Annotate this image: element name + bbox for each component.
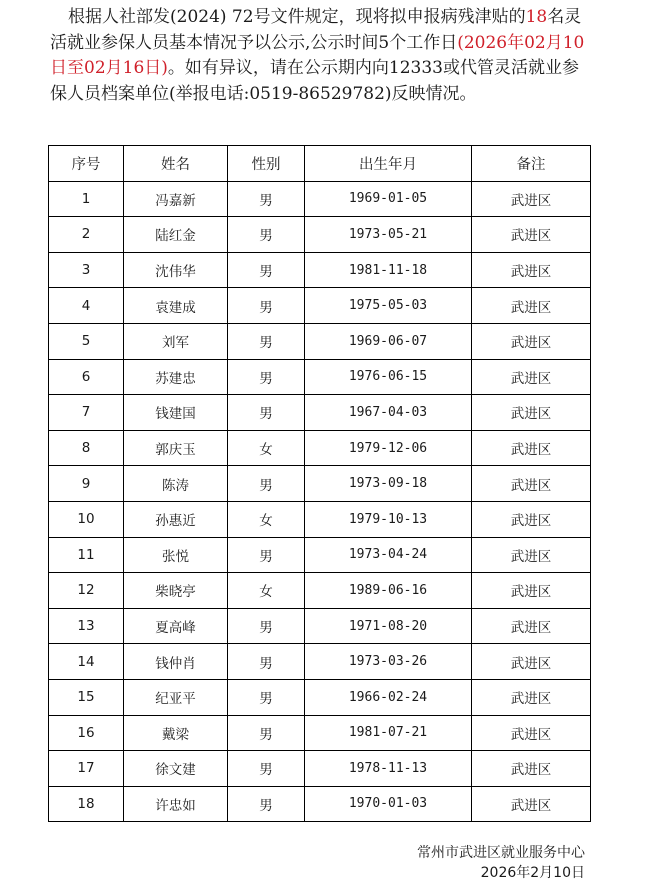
notice-paragraph bbox=[50, 5, 590, 107]
row-name: 孙惠近 bbox=[124, 501, 228, 537]
row-index: 13 bbox=[49, 608, 124, 644]
notice-middle: 名灵活就业参保人员基本情况予以公示,公示时间5个工作日 bbox=[50, 7, 582, 53]
row-name: 钱建国 bbox=[124, 395, 228, 431]
row-index: 8 bbox=[49, 430, 124, 466]
row-gender: 男 bbox=[228, 679, 305, 715]
row-gender: 男 bbox=[228, 181, 305, 217]
row-name: 夏高峰 bbox=[124, 608, 228, 644]
header-birthdate: 出生年月 bbox=[305, 146, 472, 182]
row-index: 3 bbox=[49, 252, 124, 288]
row-remarks: 武进区 bbox=[472, 181, 591, 217]
issuing-organization: 常州市武进区就业服务中心 bbox=[417, 845, 585, 861]
table-row bbox=[49, 501, 591, 537]
row-birthdate: 1967-04-03 bbox=[305, 395, 472, 431]
row-birthdate: 1969-01-05 bbox=[305, 181, 472, 217]
row-index: 11 bbox=[49, 537, 124, 573]
row-birthdate: 1973-09-18 bbox=[305, 466, 472, 502]
row-index: 9 bbox=[49, 466, 124, 502]
row-name: 沈伟华 bbox=[124, 252, 228, 288]
row-birthdate: 1976-06-15 bbox=[305, 359, 472, 395]
row-remarks: 武进区 bbox=[472, 323, 591, 359]
row-remarks: 武进区 bbox=[472, 715, 591, 751]
table-row bbox=[49, 679, 591, 715]
row-birthdate: 1973-04-24 bbox=[305, 537, 472, 573]
row-remarks: 武进区 bbox=[472, 537, 591, 573]
row-gender: 女 bbox=[228, 501, 305, 537]
row-gender: 男 bbox=[228, 644, 305, 680]
table-row bbox=[49, 537, 591, 573]
row-birthdate: 1979-12-06 bbox=[305, 430, 472, 466]
row-birthdate: 1981-07-21 bbox=[305, 715, 472, 751]
signature-block bbox=[417, 843, 585, 883]
row-birthdate: 1973-03-26 bbox=[305, 644, 472, 680]
header-gender: 性别 bbox=[228, 146, 305, 182]
row-birthdate: 1969-06-07 bbox=[305, 323, 472, 359]
row-gender: 男 bbox=[228, 786, 305, 822]
row-remarks: 武进区 bbox=[472, 430, 591, 466]
notice-intro: 根据人社部发(2024) 72号文件规定，现将拟申报病残津贴的 bbox=[68, 7, 526, 27]
row-name: 苏建忠 bbox=[124, 359, 228, 395]
row-name: 刘军 bbox=[124, 323, 228, 359]
row-name: 钱仲肖 bbox=[124, 644, 228, 680]
row-birthdate: 1981-11-18 bbox=[305, 252, 472, 288]
table-row bbox=[49, 359, 591, 395]
row-name: 陆红金 bbox=[124, 217, 228, 253]
notice-count: 18 bbox=[525, 7, 548, 27]
row-remarks: 武进区 bbox=[472, 644, 591, 680]
row-remarks: 武进区 bbox=[472, 466, 591, 502]
row-index: 6 bbox=[49, 359, 124, 395]
row-name: 郭庆玉 bbox=[124, 430, 228, 466]
row-gender: 男 bbox=[228, 537, 305, 573]
row-birthdate: 1978-11-13 bbox=[305, 751, 472, 787]
table-row bbox=[49, 715, 591, 751]
row-gender: 男 bbox=[228, 217, 305, 253]
row-gender: 男 bbox=[228, 395, 305, 431]
row-index: 7 bbox=[49, 395, 124, 431]
row-remarks: 武进区 bbox=[472, 501, 591, 537]
row-name: 张悦 bbox=[124, 537, 228, 573]
row-index: 17 bbox=[49, 751, 124, 787]
row-remarks: 武进区 bbox=[472, 608, 591, 644]
row-name: 袁建成 bbox=[124, 288, 228, 324]
row-name: 戴梁 bbox=[124, 715, 228, 751]
row-gender: 女 bbox=[228, 573, 305, 609]
row-birthdate: 1979-10-13 bbox=[305, 501, 472, 537]
row-birthdate: 1989-06-16 bbox=[305, 573, 472, 609]
table-row bbox=[49, 217, 591, 253]
table-row bbox=[49, 395, 591, 431]
row-index: 4 bbox=[49, 288, 124, 324]
table-row bbox=[49, 786, 591, 822]
row-name: 纪亚平 bbox=[124, 679, 228, 715]
row-name: 柴晓亭 bbox=[124, 573, 228, 609]
row-gender: 男 bbox=[228, 466, 305, 502]
row-remarks: 武进区 bbox=[472, 679, 591, 715]
row-remarks: 武进区 bbox=[472, 217, 591, 253]
row-index: 15 bbox=[49, 679, 124, 715]
header-index: 序号 bbox=[49, 146, 124, 182]
row-index: 16 bbox=[49, 715, 124, 751]
row-remarks: 武进区 bbox=[472, 288, 591, 324]
row-index: 1 bbox=[49, 181, 124, 217]
row-index: 10 bbox=[49, 501, 124, 537]
row-remarks: 武进区 bbox=[472, 786, 591, 822]
row-gender: 女 bbox=[228, 430, 305, 466]
table-row bbox=[49, 466, 591, 502]
header-name: 姓名 bbox=[124, 146, 228, 182]
table-row bbox=[49, 608, 591, 644]
row-gender: 男 bbox=[228, 252, 305, 288]
table-row bbox=[49, 323, 591, 359]
table-row bbox=[49, 573, 591, 609]
table-row bbox=[49, 181, 591, 217]
row-index: 12 bbox=[49, 573, 124, 609]
row-birthdate: 1971-08-20 bbox=[305, 608, 472, 644]
row-name: 徐文建 bbox=[124, 751, 228, 787]
row-gender: 男 bbox=[228, 715, 305, 751]
row-birthdate: 1975-05-03 bbox=[305, 288, 472, 324]
table-header-row bbox=[49, 146, 591, 182]
table-body bbox=[49, 181, 591, 822]
row-birthdate: 1973-05-21 bbox=[305, 217, 472, 253]
notice-period: (2026年02月10日至02月16日) bbox=[50, 32, 585, 78]
row-name: 冯嘉新 bbox=[124, 181, 228, 217]
table-row bbox=[49, 288, 591, 324]
table-row bbox=[49, 751, 591, 787]
row-name: 许忠如 bbox=[124, 786, 228, 822]
row-index: 14 bbox=[49, 644, 124, 680]
row-gender: 男 bbox=[228, 359, 305, 395]
notice-ending: 。如有异议，请在公示期内向12333或代管灵活就业参保人员档案单位(举报电话:0519-86529782)反映情况。 bbox=[50, 58, 579, 104]
row-index: 18 bbox=[49, 786, 124, 822]
row-gender: 男 bbox=[228, 323, 305, 359]
row-remarks: 武进区 bbox=[472, 573, 591, 609]
row-remarks: 武进区 bbox=[472, 359, 591, 395]
row-index: 2 bbox=[49, 217, 124, 253]
row-index: 5 bbox=[49, 323, 124, 359]
row-remarks: 武进区 bbox=[472, 751, 591, 787]
row-name: 陈涛 bbox=[124, 466, 228, 502]
row-birthdate: 1970-01-03 bbox=[305, 786, 472, 822]
issue-date: 2026年2月10日 bbox=[480, 865, 585, 881]
row-gender: 男 bbox=[228, 751, 305, 787]
header-remarks: 备注 bbox=[472, 146, 591, 182]
row-remarks: 武进区 bbox=[472, 252, 591, 288]
table-row bbox=[49, 430, 591, 466]
applicant-table bbox=[48, 145, 591, 822]
row-gender: 男 bbox=[228, 608, 305, 644]
row-remarks: 武进区 bbox=[472, 395, 591, 431]
row-birthdate: 1966-02-24 bbox=[305, 679, 472, 715]
table-row bbox=[49, 644, 591, 680]
row-gender: 男 bbox=[228, 288, 305, 324]
table-row bbox=[49, 252, 591, 288]
